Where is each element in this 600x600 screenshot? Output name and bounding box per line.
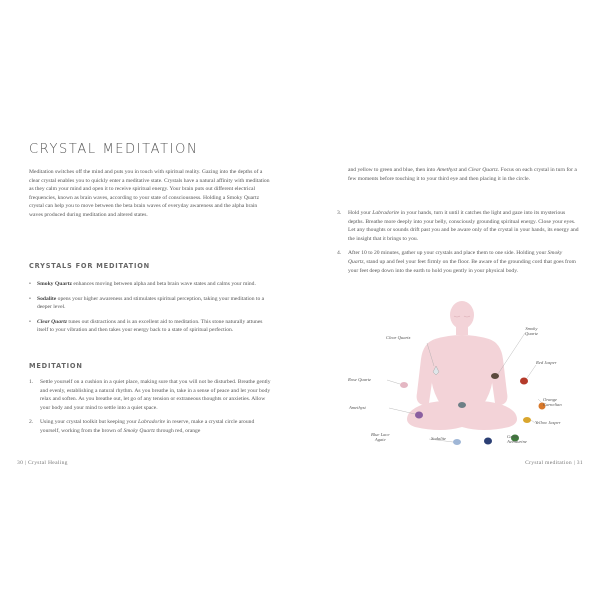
crystals-heading: CRYSTALS FOR MEDITATION <box>29 262 150 270</box>
page-footer-right: Crystal meditation | 31 <box>525 460 583 466</box>
label-orange-carnelian: Orange Carnelian <box>543 397 562 408</box>
intro-paragraph: Meditation switches off the mind and puts you in touch with spiritual reality. Gazing into the depths of a clear crystal enables you to quickly enter a meditative state. Crystals have a natural affinity with meditation as they calm your mind and open it to receive spiritual energy. Your brain puts out different electrical frequencies, known as brain waves, according to your state of consciousness. Holding a Smoky Quartz crystal can help you to move between the beta brain waves of everyday awareness and the alpha brain waves produced during meditation and altered states. <box>29 169 270 218</box>
label-yellow-jasper: Yellow Jasper <box>535 420 561 425</box>
figure-right-arm <box>489 339 507 405</box>
page-footer-left: 30 | Crystal Healing <box>17 460 68 466</box>
yellow-jasper-stone <box>523 417 531 423</box>
page-title: CRYSTAL MEDITATION <box>29 142 199 157</box>
crystals-list <box>29 280 271 341</box>
figure-left-arm <box>417 339 435 405</box>
label-rose-quartz: Rose Quartz <box>348 377 371 382</box>
figure-neck <box>456 326 468 335</box>
list-item: 2. Using your crystal toolkit but keeping your Labradorite in reserve, make a crystal circle around yourself, working from the brown of Smoky Quartz through red, orange <box>29 419 255 434</box>
sodalite-stone <box>484 438 492 445</box>
meditation-figure-svg <box>343 295 583 455</box>
amethyst-stone <box>415 412 423 419</box>
blue-lace-agate-stone <box>453 439 461 445</box>
list-item: • Clear Quartz tunes out distractions and is an excellent aid to meditation. This stone naturally attunes itself to your vibration and then takes your energy back to a state of spiritual perfection. <box>29 318 271 335</box>
list-item: • Sodalite opens your higher awareness and stimulates spiritual perception, taking your meditation to a deeper level. <box>29 295 271 312</box>
meditation-steps-continued <box>337 209 580 281</box>
label-red-jasper: Red Jasper <box>536 360 557 365</box>
smoky-quartz-stone <box>491 373 499 379</box>
figure-head <box>450 301 474 329</box>
label-green-aventurine: Green Aventurine <box>507 434 527 445</box>
meditating-figure <box>407 301 517 430</box>
label-sodalite: Sodalite <box>431 436 447 441</box>
labradorite-stone <box>458 402 466 408</box>
label-amethyst: Amethyst <box>349 405 366 410</box>
label-clear-quartz: Clear Quartz <box>386 335 411 340</box>
crystal-circle-illustration <box>343 295 583 455</box>
rose-quartz-stone <box>400 382 408 388</box>
label-smoky-quartz: Smoky Quartz <box>525 326 538 337</box>
meditation-steps <box>29 378 271 442</box>
figure-torso <box>431 335 494 405</box>
step2-continued: and yellow to green and blue, then into Amethyst and Clear Quartz. Focus on each crystal in turn for a few moments before touching it to your third eye and then placing it in the circle. <box>348 167 577 182</box>
meditation-heading: MEDITATION <box>29 362 83 370</box>
list-item: 3. Hold your Labradorite in your hands, turn it until it catches the light and gaze into its mysterious depths. Breathe more deeply into your belly, consciously grounding spiritual energy. Close your eyes. Let any thoughts or sounds drift past you and be aware only of the crystal in your hands, its energy and the insight that it brings to you. <box>337 210 579 242</box>
label-blue-lace-agate: Blue Lace Agate <box>371 432 390 443</box>
list-item: 1. Settle yourself on a cushion in a quiet place, making sure that you will not be disturbed. Breathe gently and evenly, establishing a natural rhythm. As you breathe in, take in a sense of peace and let your body relax and soften. As you breathe out, let go of any tension or extraneous thoughts or anxieties. Allow your body and your mind to settle into a quiet space. <box>29 379 271 411</box>
right-page <box>300 0 600 600</box>
list-item: • Smoky Quartz enhances moving between alpha and beta brain wave states and calms your mind. <box>29 280 271 289</box>
red-jasper-stone <box>520 378 528 385</box>
list-item: 4. After 10 to 20 minutes, gather up your crystals and place them to one side. Holding your Smoky Quartz, stand up and feel your feet firmly on the floor. Be aware of the grounding cord that goes from your feet deep down into the earth to hold you gently in your physical body. <box>337 250 576 274</box>
